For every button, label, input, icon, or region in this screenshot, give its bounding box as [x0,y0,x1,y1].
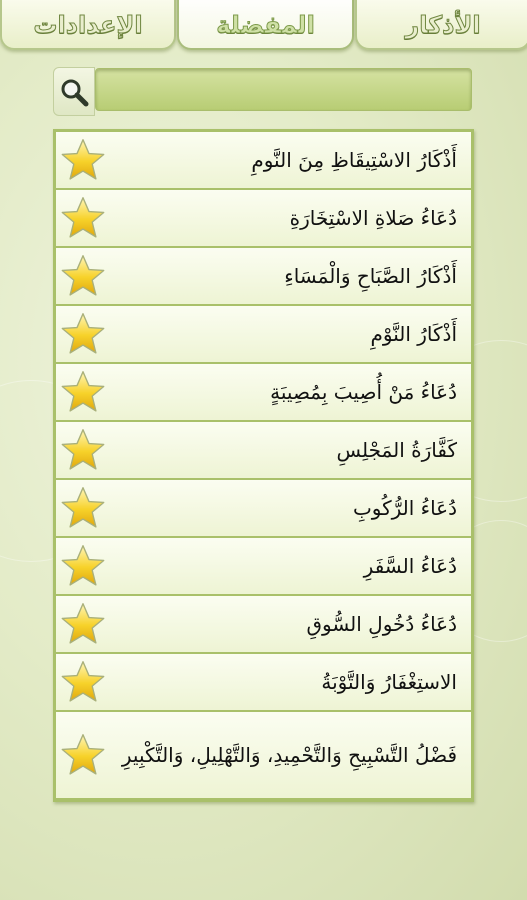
favorite-star-icon[interactable] [60,253,106,299]
tab-adhkar-label: الأذكار [405,11,481,39]
list-item-label: أَذْكَارُ الاسْتِيقَاظِ مِنَ النَّومِ [251,148,457,172]
list-item[interactable] [56,596,471,654]
list-item-label: دُعَاءُ دُخُولِ السُّوقِ [306,612,457,636]
list-item[interactable] [56,248,471,306]
favorite-star-icon[interactable] [60,195,106,241]
list-item-label: دُعَاءُ الرُّكُوبِ [352,496,457,520]
list-item[interactable] [56,132,471,190]
list-item-label: فَضْلُ التَّسْبِيحِ وَالتَّحْمِيدِ، وَالتَّهْلِيلِ، وَالتَّكْبِيرِ [121,743,457,767]
favorite-star-icon[interactable] [60,543,106,589]
favorite-star-icon[interactable] [60,369,106,415]
tab-favorites-label: المفضلة [216,11,315,39]
tab-settings-label: الإعدادات [33,11,143,39]
favorite-star-icon[interactable] [60,732,106,778]
tab-settings[interactable] [0,0,176,50]
tab-bar [0,0,527,52]
tab-adhkar[interactable] [355,0,527,50]
favorite-star-icon[interactable] [60,601,106,647]
list-item-label: دُعَاءُ السَّفَرِ [363,554,457,578]
favorites-list [53,129,474,802]
favorite-star-icon[interactable] [60,427,106,473]
favorite-star-icon[interactable] [60,659,106,705]
list-item[interactable] [56,654,471,712]
list-item[interactable] [56,712,471,800]
search-bar [53,67,474,114]
search-icon [59,77,89,107]
list-item-label: الاستِغْفَارُ وَالتَّوْبَةُ [321,670,457,694]
search-input[interactable] [95,68,472,111]
list-item[interactable] [56,306,471,364]
list-item-label: أَذْكَارُ النَّوْمِ [370,322,457,346]
list-item-label: أَذْكَارُ الصَّبَاحِ وَالْمَسَاءِ [284,264,457,288]
list-item-label: كَفَّارَةُ المَجْلِسِ [336,438,457,462]
list-item-label: دُعَاءُ صَلاةِ الاسْتِخَارَةِ [289,206,457,230]
search-button[interactable] [53,67,95,116]
list-item[interactable] [56,364,471,422]
list-item[interactable] [56,480,471,538]
list-item-label: دُعَاءُ مَنْ أُصِيبَ بِمُصِيبَةٍ [270,380,457,404]
list-item[interactable] [56,422,471,480]
favorite-star-icon[interactable] [60,137,106,183]
list-item[interactable] [56,538,471,596]
favorite-star-icon[interactable] [60,485,106,531]
favorite-star-icon[interactable] [60,311,106,357]
tab-favorites[interactable] [177,0,354,50]
list-item[interactable] [56,190,471,248]
